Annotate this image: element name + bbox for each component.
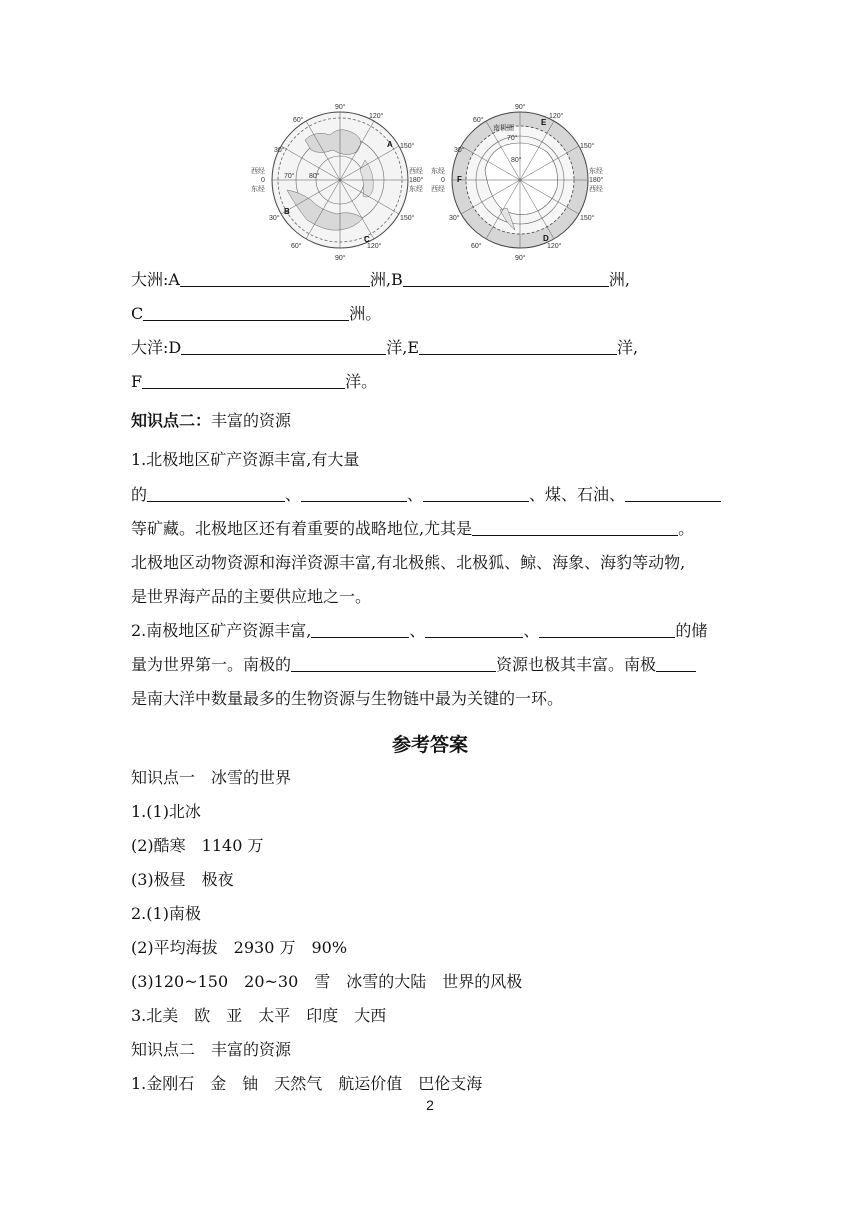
north-right-180: 180° [409,177,424,184]
paragraph-1-line-3: 等矿藏。北极地区还有着重要的战略地位,尤其是 。 [131,519,695,538]
north-label-left-bottom: 60° [291,243,302,250]
blank-south-resource-2[interactable] [425,621,523,638]
south-label-left-mid: 30° [454,147,465,154]
oceans-line-2: F 洋。 [131,372,378,391]
south-zero-label: 0 [441,177,445,184]
north-lat80: 80° [309,173,320,180]
continents-line-2: C 洲。 [131,304,382,323]
answer-item: 1.(1)北冰 [131,802,201,821]
north-label-left-low: 30° [269,215,280,222]
answer-item: 1.金刚石 金 铀 天然气 航运价值 巴伦支海 [131,1074,483,1093]
north-label-right-mid: 150° [400,143,415,150]
blank-strategic[interactable] [472,519,678,536]
blank-resource-4[interactable] [625,485,721,502]
south-lat70: 70° [507,135,518,142]
south-label-right-bottom: 120° [547,243,562,250]
answer-item: 2.(1)南极 [131,904,201,923]
blank-f[interactable] [142,372,345,389]
south-right-east: 东经 [589,168,603,175]
blank-south-resource-4[interactable] [291,655,496,672]
answer-item: (2)酷寒 1140 万 [131,836,264,855]
paragraph-2-line-1: 2.南极地区矿产资源丰富, 、 、 的储 [131,621,708,640]
paragraph-2-line-2: 量为世界第一。南极的 资源也极其丰富。南极 [131,654,696,676]
knowledge-point-2-title: 知识点二：丰富的资源 [131,411,292,430]
paragraph-1-line-1: 1.北极地区矿产资源丰富,有大量 [131,450,360,469]
south-label-right-low: 150° [580,215,595,222]
south-label-left-low: 30° [449,215,460,222]
blank-c[interactable] [143,304,349,321]
north-label-bottom: 90° [335,255,346,262]
page-number: 2 [426,1097,434,1113]
north-label-left-top: 60° [293,117,304,124]
paragraph-1-line-5: 是世界海产品的主要供应地之一。 [131,587,372,606]
south-label-right-top: 120° [549,113,564,120]
answer-item: (3)120~150 20~30 雪 冰雪的大陆 世界的风极 [131,972,523,991]
paragraph-1-line-4: 北极地区动物资源和海洋资源丰富,有北极熊、北极狐、鲸、海象、海豹等动物, [131,553,686,572]
blank-resource-3[interactable] [423,485,529,502]
answer-item: (2)平均海拔 2930 万 90% [131,938,348,957]
continents-line-1: 大洲:A 洲,B 洲, [131,270,630,289]
north-label-right-low: 150° [400,215,415,222]
north-east-label: 东经 [251,186,265,193]
paragraph-1-line-2: 的 、 、 、煤、石油、 [131,484,721,506]
answers-heading: 参考答案 [391,734,468,756]
south-right-180: 180° [589,177,604,184]
north-label-right-bottom: 120° [367,243,382,250]
north-label-top: 90° [335,104,346,111]
south-marker-e: E [541,118,547,127]
north-marker-b: B [284,207,290,216]
north-lat70: 70° [284,173,295,180]
north-label-left-mid: 30° [274,147,285,154]
blank-a[interactable] [180,270,370,287]
answer-item: 3.北美 欧 亚 太平 印度 大西 [131,1006,387,1025]
south-marker-f: F [457,175,462,184]
south-polar-map [431,103,604,262]
south-right-west: 西经 [589,186,603,193]
north-label-right-top: 120° [369,113,384,120]
south-label-right-mid: 150° [580,143,595,150]
answer-item: 知识点一 冰雪的世界 [131,768,292,787]
blank-south-resource-3[interactable] [539,621,675,638]
answer-item: 知识点二 丰富的资源 [131,1040,292,1059]
south-lat80: 80° [511,157,522,164]
answer-item: (3)极昼 极夜 [131,870,234,889]
north-right-east: 东经 [409,186,423,193]
north-marker-a: A [387,140,393,149]
oceans-line-1: 大洋:D 洋,E 洋, [131,338,639,357]
paragraph-2-line-3: 是南大洋中数量最多的生物资源与生物链中最为关键的一环。 [131,689,564,708]
blank-south-krill[interactable] [656,655,696,672]
south-label-top: 90° [515,104,526,111]
south-circle-label: 南极圈 [493,125,514,132]
south-label-left-top: 60° [473,117,484,124]
blank-d[interactable] [181,338,386,355]
south-label-left-bottom: 60° [471,243,482,250]
north-right-west: 西经 [409,168,423,175]
north-west-label: 西经 [251,168,265,175]
south-west-label: 西经 [431,186,445,193]
blank-south-resource-1[interactable] [311,621,409,638]
blank-b[interactable] [403,270,609,287]
south-east-label: 东经 [431,168,445,175]
north-zero-label: 0 [261,177,265,184]
blank-resource-2[interactable] [301,485,407,502]
south-marker-d: D [543,234,549,243]
blank-resource-1[interactable] [147,485,285,502]
blank-e[interactable] [419,338,617,355]
north-polar-map [251,103,424,262]
polar-maps-figure [245,100,615,262]
north-marker-c: C [364,235,370,244]
south-label-bottom: 90° [515,255,526,262]
